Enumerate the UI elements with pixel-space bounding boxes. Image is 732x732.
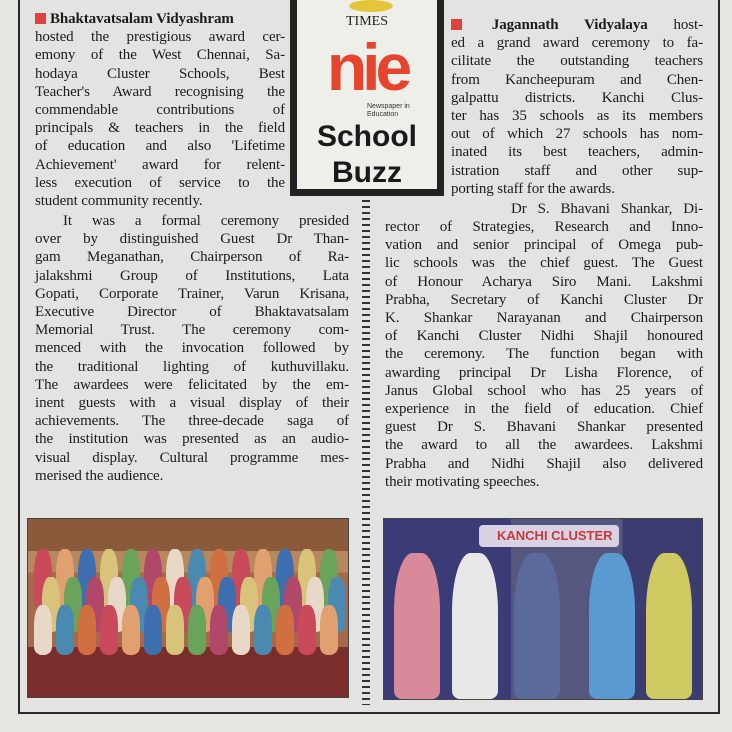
text-line: Prabha, Secretary of Kanchi Cluster Dr [385,291,703,308]
text-line: the award to all the awardees. Lakshmi [385,437,703,454]
person [394,553,440,699]
bullet-icon [451,19,462,30]
person [298,605,316,655]
person [254,605,272,655]
person [589,553,635,699]
text-line: rector of Strategies, Research and Inno- [385,219,703,236]
text-line: experience in the field of education. Chief [385,400,703,417]
text-line: emony of the West Chennai, Sa- [35,47,285,64]
text-line: the institution was presented as an audio- [35,431,349,448]
text-line: cilitate the outstanding teachers [451,53,703,70]
text-line: Gopati, Corporate Trainer, Varun Krisana, [35,285,349,302]
text-line: Prabha and Nidhi Shajil also delivered [385,455,703,472]
logo-halo [349,0,393,12]
person [320,605,338,655]
text-line: student community recently. [35,192,203,209]
person [276,605,294,655]
text-line: The awardees were felicitated by the em- [35,376,349,393]
person [122,605,140,655]
text-line: Achievement' award for relent- [35,156,285,173]
right-intro [451,16,703,198]
person [188,605,206,655]
text-line: gam Meganathan, Chairperson of Ra- [35,249,349,266]
text-line: hosted the prestigious award cer- [35,29,285,46]
photo-group-awardees [27,518,349,698]
text-line: inent guests with a visual display of their [35,394,349,411]
person [452,553,498,699]
section-title-buzz: Buzz [332,156,402,189]
logo-nie: nie [326,30,408,104]
text-line: out of which 27 schools has nom- [451,126,703,143]
text-line: visual display. Cultural programme mes- [35,449,349,466]
text-line: merised the audience. [35,467,164,484]
banner [479,525,619,547]
headline-line [35,10,285,28]
text-line: Memorial Trust. The ceremony com- [35,322,349,339]
text-line: from Kancheepuram and Chen- [451,71,703,88]
text-line: istration staff and other sup- [451,162,703,179]
person [210,605,228,655]
text-line: principals & teachers in the field [35,120,285,137]
text-line: ed a grand award ceremony to fa- [451,35,703,52]
text-line: Dr S. Bhavani Shankar, Di- [511,200,703,217]
text-line: vation and senior principal of Omega pub- [385,237,703,254]
person [78,605,96,655]
text-line: It was a formal ceremony presided [63,213,349,230]
text-line: of Kanchi Cluster Nidhi Shajil honoured [385,328,703,345]
text-line: lic schools was the chief guest. The Guest [385,255,703,272]
headline-line [451,16,703,34]
text-line: achievements. The three-decade saga of [35,413,349,430]
text-line: hodaya Cluster Schools, Best [35,65,285,82]
left-headline: Bhaktavatsalam Vidyashram [50,11,234,27]
logo-sub: Newspaper in Education [367,103,410,118]
right-headline: Jagannath Vidyalaya [491,17,648,33]
person [232,605,250,655]
text-line: commendable contributions of [35,101,285,118]
text-line: menced with the invocation followed by [35,340,349,357]
text-line: awarding principal Dr Lisha Florence, of [385,364,703,381]
text-line: over by distinguished Guest Dr Than- [35,231,349,248]
text-line: Janus Global school who has 25 years of [385,382,703,399]
section-title-school: School [316,120,417,153]
text-line: the traditional lighting of kuthuvillaku. [35,358,349,375]
text-line: ter has 35 schools as its members [451,107,703,124]
photo-award-presentation [383,518,703,700]
person [100,605,118,655]
person [166,605,184,655]
person [646,553,692,699]
text-line: the ceremony. The function began with [385,346,703,363]
right-article [385,16,703,491]
text-line: Teacher's Award recognising the [35,83,285,100]
person [514,553,560,699]
text-line: of Honour Acharya Siro Mani. Lakshmi [385,273,703,290]
text-line: guest Dr S. Bhavani Shankar presented [385,419,703,436]
person [56,605,74,655]
person [144,605,162,655]
banner-text: KANCHI CLUSTER [497,528,613,543]
text-line: their motivating speeches. [385,473,540,490]
logo-times: TIMES [346,14,388,29]
text-line: Executive Director of Bhaktavatsalam [35,304,349,320]
person [34,605,52,655]
headline-tail: host- [673,17,703,33]
column-divider [362,200,370,705]
text-line: inated its best teachers, admin- [451,144,703,161]
text-line: less execution of service to the [35,174,285,191]
text-line: K. Shankar Narayanan and Chairperson [385,310,703,326]
left-intro [35,10,285,210]
text-line: porting staff for the awards. [451,180,615,197]
text-line: jalakshmi Group of Institutions, Lata [35,267,349,284]
text-line: of education and also 'Lifetime [35,138,285,155]
text-line: galpattu districts. Kanchi Clus- [451,89,703,106]
bullet-icon [35,13,46,24]
